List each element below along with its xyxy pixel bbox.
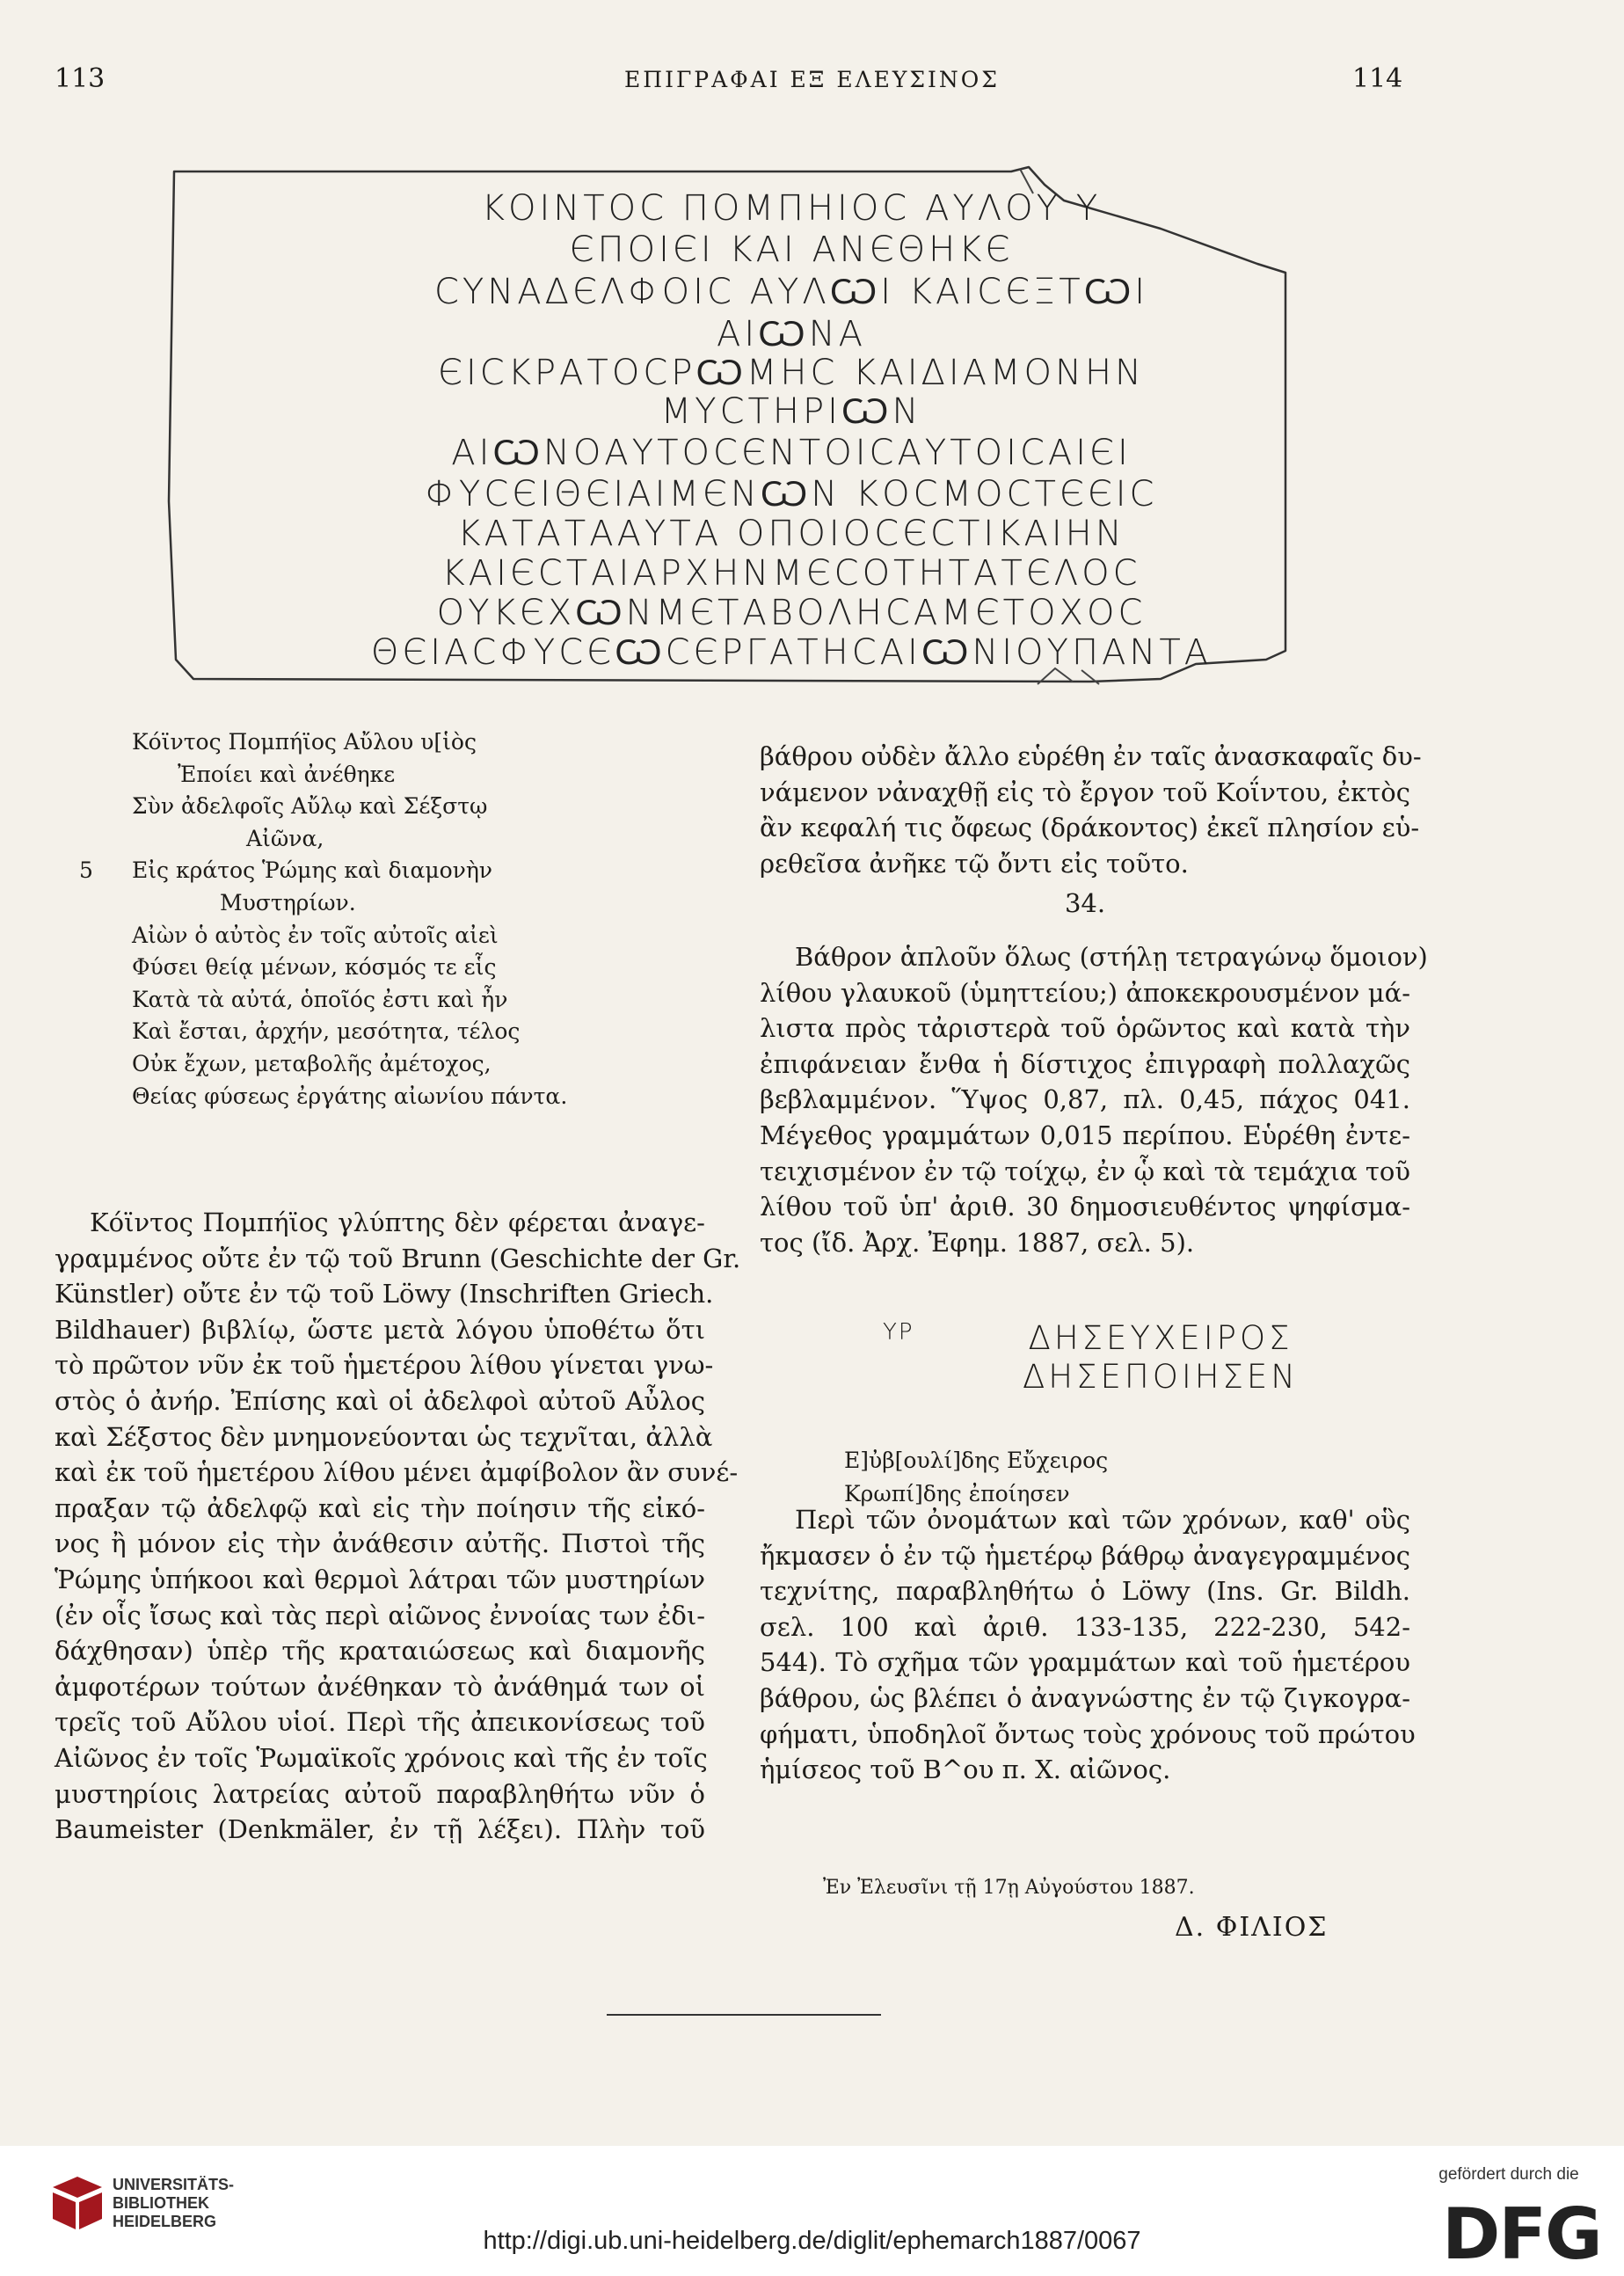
text-line: τὸ πρῶτον νῦν ἐκ τοῦ ἡμετέρου λίθου γίνεται γνω-	[55, 1350, 714, 1381]
signature-line-1: ΔΗΣΕΥΧΕΙΡΟΣ	[1028, 1319, 1293, 1357]
inscription-line-10: ΚΑΙЄϹΤΑΙΑΡΧΗΝΜЄϹΟΤΗΤΑΤЄΛΟϹ	[441, 553, 1141, 594]
page-number-left: 113	[55, 63, 106, 94]
poem-line	[79, 920, 695, 952]
author-signature: Δ. ΦΙΛΙΟΣ	[1175, 1912, 1329, 1943]
dateline: Ἐν Ἐλευσῖνι τῇ 17ῃ Αὐγούστου 1887.	[823, 1877, 1195, 1899]
text-line: βάθρου, ὡς βλέπει ὁ ἀναγνώστης ἐν τῷ ζιγκογρα-	[760, 1682, 1410, 1713]
inscription-line-3: ϹΥΝΑΔЄΛΦΟΙϹ ΑΥΛѠΙ ΚΑΙϹЄΞΤѠΙ	[433, 272, 1149, 312]
poem-transcription	[79, 726, 695, 1112]
poem-line	[79, 887, 695, 920]
inscription-line-6: ΜΥϹΤΗΡΙѠΝ	[660, 391, 922, 432]
poem-text: Κατὰ τὰ αὐτά, ὁποῖός ἐστι καὶ ἦν	[132, 986, 508, 1012]
poem-line	[79, 984, 695, 1017]
poem-line	[79, 823, 695, 856]
poem-text: Αἰῶνα,	[246, 825, 324, 851]
text-line: Κόϊντος Πομπήϊος γλύπτης δὲν φέρεται ἀναγε-	[90, 1207, 705, 1237]
text-line: λίθου τοῦ ὑπ' ἀριθ. 30 δημοσιευθέντος ψηφίσμα-	[760, 1192, 1410, 1222]
poem-text: Σὺν ἀδελφοῖς Αὔλῳ καὶ Σέξστῳ	[132, 793, 488, 820]
inscription-line-12: ΘЄΙΑϹΦΥϹЄѠϹЄΡΓΑΤΗϹΑΙѠΝΙΟΥΠΑΝΤΑ	[370, 632, 1213, 673]
text-line: Künstler) οὔτε ἐν τῷ τοῦ Löwy (Inschriften Griech.	[55, 1279, 714, 1309]
poem-text: Καὶ ἔσται, ἀρχήν, μεσότητα, τέλος	[132, 1018, 521, 1045]
poem-text: Οὐκ ἔχων, μεταβολῆς ἀμέτοχος,	[132, 1050, 492, 1076]
text-line: νάμενον νἀναχθῇ εἰς τὸ ἔργον τοῦ Κοΐντου, ἐκτὸς	[760, 777, 1410, 807]
inscription-line-5: ЄΙϹΚΡΑΤΟϹΡѠΜΗϹ ΚΑΙΔΙΑΜΟΝΗΝ	[438, 353, 1145, 393]
funded-by-label: gefördert durch die	[1438, 2165, 1579, 2184]
dfg-logo: DFG	[1442, 2193, 1601, 2275]
line-number: 5	[79, 857, 93, 884]
right-column-description	[760, 939, 1428, 1260]
signature-line-2: ΔΗΣΕΠΟΙΗΣΕΝ	[1022, 1358, 1299, 1396]
poem-text: Εἰς κράτος Ῥώμης καὶ διαμονὴν	[132, 857, 493, 884]
text-line: στὸς ὁ ἀνήρ. Ἐπίσης καὶ οἱ ἀδελφοὶ αὐτοῦ Αὖλος	[55, 1385, 705, 1416]
digitization-footer	[0, 2146, 1624, 2276]
text-line: ρεθεῖσα ἀνῆκε τῷ ὄντι εἰς τοῦτο.	[760, 848, 1189, 879]
text-line: ἐπιφάνειαν ἔνθα ἡ δίστιχος ἐπιγραφὴ πολλαχῶς	[760, 1048, 1410, 1079]
text-line: ἀμφοτέρων τούτων ἀνέθηκαν τὸ ἀνάθημά των οἱ	[55, 1671, 705, 1702]
page-number-right: 114	[1352, 63, 1403, 94]
text-line: Ῥώμης ὑπήκοοι καὶ θερμοὶ λάτραι τῶν μυστηρίων	[55, 1564, 705, 1594]
end-rule	[607, 2014, 881, 2016]
text-line: νος ἢ μόνον εἰς τὴν ἀνάθεσιν αὐτῆς. Πιστοὶ τῆς	[55, 1528, 705, 1559]
poem-line	[79, 952, 695, 984]
text-line: βεβλαμμένον. Ὕψος 0,87, πλ. 0,45, πάχος 041.	[760, 1084, 1410, 1115]
inscription-line-1: ΚΟΙΝΤΟϹ ΠΟΜΠΗΙΟϹ ΑΥΛΟΥ Υ	[481, 188, 1102, 229]
text-line: Bildhauer) βιβλίῳ, ὥστε μετὰ λόγου ὑποθέτω ὅτι	[55, 1314, 705, 1345]
signature-transcription-2: Κρωπί]δης ἐποίησεν	[844, 1481, 1070, 1506]
text-line: φήματι, ὑποδηλοῖ ὄντως τοὺς χρόνους τοῦ πρώτου	[760, 1718, 1416, 1749]
text-line: γραμμένος οὔτε ἐν τῷ τοῦ Brunn (Geschichte der Gr.	[55, 1243, 741, 1273]
text-line: ἡμίσεος τοῦ Β^ου π. Χ. αἰῶνος.	[760, 1754, 1171, 1785]
text-line: καὶ Σέξστος δὲν μνημονεύονται ὡς τεχνῖται, ἀλλὰ	[55, 1421, 713, 1452]
left-column-commentary	[55, 1205, 741, 1848]
poem-text: Κόϊντος Πομπήϊος Αὔλου υ[ἱὸς	[132, 729, 477, 755]
section-number: 34.	[1064, 888, 1106, 918]
text-line: (ἐν οἷς ἴσως καὶ τὰς περὶ αἰῶνος ἐννοίας των ἐδι-	[55, 1600, 705, 1630]
text-line: Αἰῶνος ἐν τοῖς Ῥωμαϊκοῖς χρόνοις καὶ τῆς ἐν τοῖς	[55, 1742, 708, 1773]
right-column-bottom	[760, 1502, 1416, 1788]
text-line: τεχνίτης, παραβληθήτω ὁ Löwy (Ins. Gr. Bildh.	[760, 1576, 1410, 1607]
inscription-line-4: ΑΙѠΝΑ	[717, 314, 866, 354]
inscription-line-7: ΑΙѠΝΟΑΥΤΟϹЄΝΤΟΙϹΑΥΤΟΙϹΑΙЄΙ	[451, 433, 1132, 473]
poem-text: Θείας φύσεως ἐργάτης αἰωνίου πάντα.	[132, 1083, 568, 1109]
library-name	[113, 2176, 234, 2231]
right-column-top	[760, 739, 1422, 881]
inscription-line-8: ΦΥϹЄΙΘЄΙΑΙΜЄΝѠΝ ΚΟϹΜΟϹΤЄЄΙϹ	[425, 474, 1158, 514]
library-name-line: BIBLIOTHEK	[113, 2194, 209, 2212]
text-line: τος (ἴδ. Ἀρχ. Ἐφημ. 1887, σελ. 5).	[760, 1227, 1195, 1258]
poem-line	[79, 759, 695, 791]
signature-transcription-1: Ε]ὐβ[ουλί]δης Εὔχειρος	[844, 1448, 1109, 1473]
poem-line	[79, 726, 695, 759]
text-line: 544). Τὸ σχῆμα τῶν γραμμάτων καὶ τοῦ ἡμετέρου	[760, 1647, 1410, 1678]
library-name-line: UNIVERSITÄTS-	[113, 2176, 235, 2193]
text-line: λιστα πρὸς τἀριστερὰ τοῦ ὁρῶντος καὶ κατὰ τὴν	[760, 1013, 1410, 1044]
text-line: δάχθησαν) ὑπὲρ τῆς κραταιώσεως καὶ διαμονῆς	[55, 1636, 705, 1667]
running-title: ΕΠΙΓΡΑΦΑΙ ΕΞ ΕΛΕΥΣΙΝΟΣ	[624, 67, 1000, 92]
poem-text: Αἰὼν ὁ αὐτὸς ἐν τοῖς αὐτοῖς αἰεὶ	[132, 922, 499, 948]
text-line: βάθρου οὐδὲν ἄλλο εὑρέθη ἐν ταῖς ἀνασκαφαῖς δυ-	[760, 741, 1422, 771]
text-line: λίθου γλαυκοῦ (ὑμηττείου;) ἀποκεκρουσμένον μά-	[760, 977, 1410, 1008]
text-line: Μέγεθος γραμμάτων 0,015 περίπου. Εὑρέθη ἐντε-	[760, 1120, 1410, 1150]
inscription-plate	[123, 132, 1460, 712]
text-line: Baumeister (Denkmäler, ἐν τῇ λέξει). Πλὴν τοῦ	[55, 1814, 705, 1845]
library-name-line: HEIDELBERG	[113, 2213, 217, 2230]
poem-line	[79, 1048, 695, 1081]
inscription-line-11: ΟΥΚЄΧѠΝΜЄΤΑΒΟΛΗϹΑΜЄΤΟΧΟϹ	[436, 593, 1147, 633]
text-line: μυστηρίοις λατρείας αὐτοῦ παραβληθήτω νῦν ὁ	[55, 1778, 705, 1809]
text-line: τρεῖς τοῦ Αὔλου υἱοί. Περὶ τῆς ἀπεικονίσεως τοῦ	[55, 1707, 705, 1738]
poem-text: Μυστηρίων.	[220, 889, 356, 916]
signature-prefix: ΥΡ	[883, 1319, 914, 1346]
inscription-line-9: ΚΑΤΑΤΑΑΥΤΑ ΟΠΟΙΟϹЄϹΤΙΚΑΙΗΝ	[457, 514, 1125, 554]
university-library-logo-icon	[51, 2175, 104, 2231]
inscription-line-2: ЄΠΟΙЄΙ ΚΑΙ ΑΝЄΘΗΚЄ	[569, 230, 1014, 270]
source-url-link[interactable]: http://digi.ub.uni-heidelberg.de/diglit/ephemarch1887/0067	[483, 2227, 1141, 2255]
text-line: καὶ ἐκ τοῦ ἡμετέρου λίθου μένει ἀμφίβολον ἂν συνέ-	[55, 1457, 739, 1488]
text-line: τειχισμένον ἐν τῷ τοίχῳ, ἐν ᾧ καὶ τὰ τεμάχια τοῦ	[760, 1156, 1410, 1186]
text-line: σελ. 100 καὶ ἀριθ. 133-135, 222-230, 542-	[760, 1611, 1410, 1642]
text-line: Περὶ τῶν ὀνομάτων καὶ τῶν χρόνων, καθ' οὓς	[795, 1505, 1410, 1535]
signature-inscription	[976, 1319, 1345, 1397]
text-line: ἤκμασεν ὁ ἐν τῷ ἡμετέρῳ βάθρῳ ἀναγεγραμμένος	[760, 1540, 1410, 1571]
poem-line	[79, 1016, 695, 1048]
poem-line	[79, 855, 695, 887]
poem-line	[79, 791, 695, 823]
poem-text: Ἐποίει καὶ ἀνέθηκε	[178, 761, 396, 787]
text-line: πραξαν τῷ ἀδελφῷ καὶ εἰς τὴν ποίησιν τῆς εἰκό-	[55, 1492, 705, 1523]
poem-text: Φύσει θείᾳ μένων, κόσμός τε εἷς	[132, 954, 497, 981]
poem-line	[79, 1081, 695, 1113]
text-line: Βάθρον ἁπλοῦν ὅλως (στήλῃ τετραγώνῳ ὅμοιον)	[795, 942, 1428, 972]
text-line: ἂν κεφαλή τις ὄφεως (δράκοντος) ἐκεῖ πλησίον εὑ-	[760, 813, 1420, 843]
